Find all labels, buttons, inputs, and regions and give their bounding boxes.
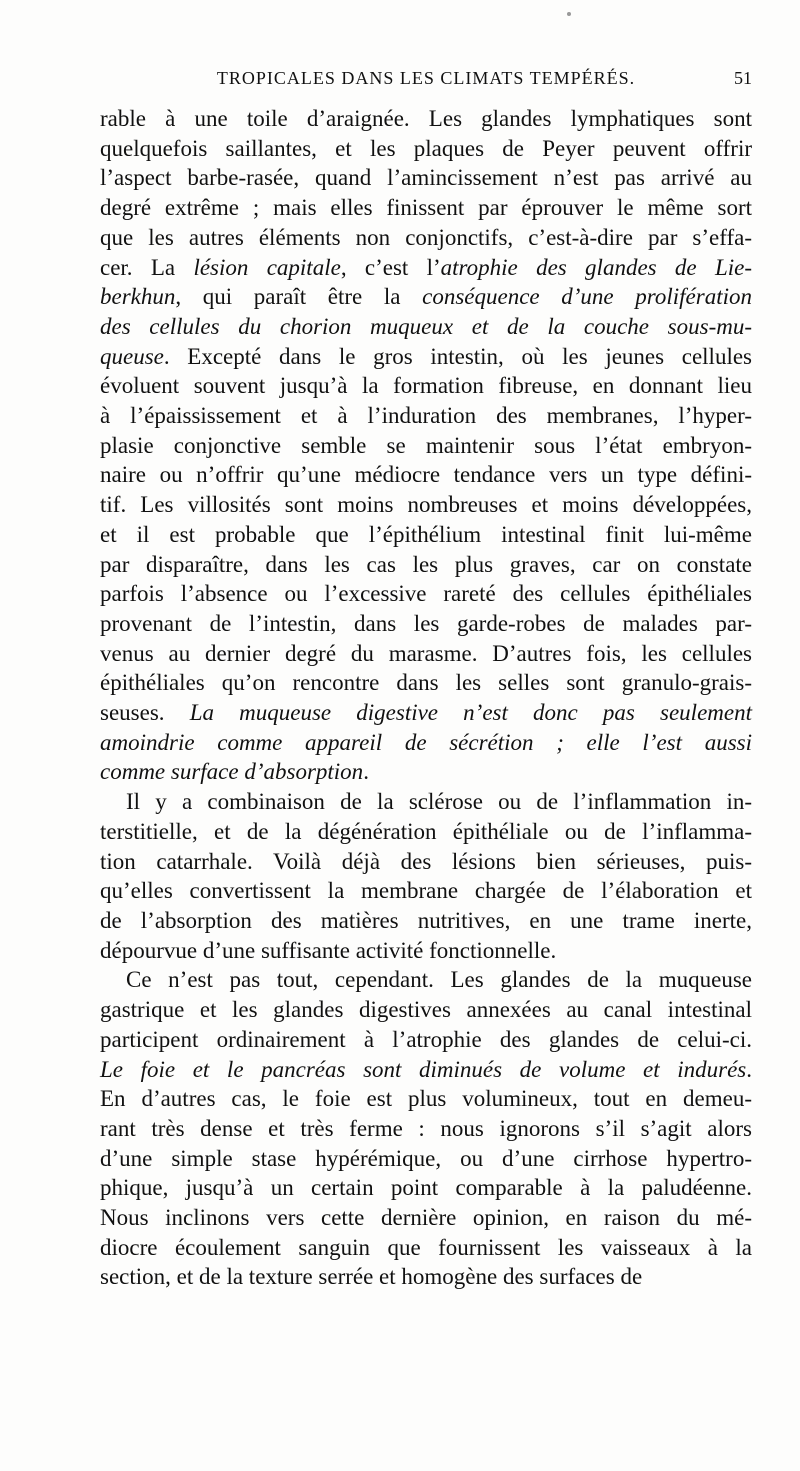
text-line: [100, 728, 752, 758]
text-line: [100, 282, 752, 312]
text-run: dépourvue d’une suffisante activité fonctionnelle.: [100, 937, 557, 963]
text-run: En d’autres cas, le foie est plus volumineux, tout en demeu-: [100, 1086, 752, 1112]
print-speck: [567, 12, 571, 16]
text-line: [100, 698, 752, 728]
text-line: [100, 1262, 752, 1292]
text-run: d’une simple stase hypérémique, ou d’une cirrhose hypertro-: [100, 1145, 752, 1171]
text-line: [100, 787, 752, 817]
text-line: [100, 1203, 752, 1233]
text-run: , qui paraît être la: [175, 284, 423, 310]
page-number: 51: [734, 68, 752, 88]
text-run: l’aspect barbe-rasée, quand l’amincissement n’est pas arrivé au: [100, 165, 752, 191]
text-line: [100, 1055, 752, 1085]
text-run: rant très dense et très ferme : nous ignorons s’il s’agit alors: [100, 1115, 752, 1141]
text-line: [100, 134, 752, 164]
text-run: de l’absorption des matières nutritives, en une trame inerte,: [100, 907, 752, 933]
text-run: participent ordinairement à l’atrophie des glandes de celui-ci.: [100, 1026, 752, 1052]
text-line: [100, 995, 752, 1025]
text-run: venus au dernier degré du marasme. D’autres fois, les cellules: [100, 640, 752, 666]
text-run: plasie conjonctive semble se maintenir sous l’état embryon-: [100, 432, 752, 458]
text-line: [100, 1114, 752, 1144]
text-run: cer. La: [100, 254, 194, 280]
text-line: [100, 104, 752, 134]
italic-text: queuse: [100, 343, 164, 369]
text-line: [100, 817, 752, 847]
italic-text: berkhun: [100, 284, 176, 310]
text-line: [100, 342, 752, 372]
text-run: évoluent souvent jusqu’à la formation fibreuse, en donnant lieu: [100, 373, 752, 399]
text-line: [100, 639, 752, 669]
text-run: .: [746, 1056, 752, 1082]
text-line: [100, 253, 752, 283]
text-line: [100, 757, 752, 787]
text-run: qu’elles convertissent la membrane chargée de l’élaboration et: [100, 878, 752, 904]
text-line: [100, 1233, 752, 1263]
text-run: Nous inclinons vers cette dernière opinion, en raison du mé-: [100, 1205, 752, 1231]
text-run: tif. Les villosités sont moins nombreuses et moins développées,: [100, 492, 752, 518]
text-run: par disparaître, dans les cas les plus graves, car on constate: [100, 551, 752, 577]
text-line: [100, 906, 752, 936]
italic-text: amoindrie comme appareil de sécrétion ; elle l’est aussi: [100, 729, 752, 755]
italic-text: Le foie et le pancréas sont diminués de volume et indurés: [100, 1056, 747, 1082]
text-run: terstitielle, et de la dégénération épithéliale ou de l’inflamma-: [100, 818, 752, 844]
text-run: Il y a combinaison de la sclérose ou de l’inflammation in-: [126, 789, 752, 815]
text-line: [100, 609, 752, 639]
text-run: parfois l’absence ou l’excessive rareté des cellules épithéliales: [100, 581, 752, 607]
text-line: [100, 193, 752, 223]
text-line: [100, 1173, 752, 1203]
text-run: gastrique et les glandes digestives annexées au canal intestinal: [100, 997, 752, 1023]
italic-text: lésion capitale: [193, 254, 341, 280]
text-line: [100, 520, 752, 550]
text-line: [100, 1025, 752, 1055]
text-line: [100, 1084, 752, 1114]
text-line: [100, 401, 752, 431]
text-run: épithéliales qu’on rencontre dans les selles sont granulo-grais-: [100, 670, 752, 696]
text-run: tion catarrhale. Voilà déjà des lésions bien sérieuses, puis-: [100, 848, 752, 874]
page-header: [100, 68, 752, 96]
text-run: section, et de la texture serrée et homogène des surfaces de: [100, 1264, 643, 1290]
text-line: [100, 163, 752, 193]
italic-text: conséquence d’une prolifération: [422, 284, 752, 310]
text-line: [100, 1144, 752, 1174]
text-run: Ce n’est pas tout, cependant. Les glandes de la muqueuse: [126, 967, 752, 993]
text-run: à l’épaississement et à l’induration des membranes, l’hyper-: [100, 403, 752, 429]
text-line: [100, 431, 752, 461]
text-line: [100, 965, 752, 995]
text-run: phique, jusqu’à un certain point comparable à la paludéenne.: [100, 1175, 752, 1201]
running-title: TROPICALES DANS LES CLIMATS TEMPÉRÉS.: [216, 68, 636, 88]
text-line: [100, 550, 752, 580]
text-line: [100, 312, 752, 342]
text-run: diocre écoulement sanguin que fournissent les vaisseaux à la: [100, 1234, 752, 1260]
text-line: [100, 490, 752, 520]
text-run: seuses.: [100, 700, 190, 726]
text-run: et il est probable que l’épithélium intestinal finit lui-même: [100, 521, 752, 547]
text-run: , c’est l’: [340, 254, 441, 280]
text-line: [100, 579, 752, 609]
text-run: degré extrême ; mais elles finissent par éprouver le même sort: [100, 195, 752, 221]
text-run: naire ou n’offrir qu’une médiocre tendance vers un type défini-: [100, 462, 752, 488]
text-run: que les autres éléments non conjonctifs, c’est-à-dire par s’effa-: [100, 224, 752, 250]
text-line: [100, 847, 752, 877]
italic-text: atrophie des glandes de Lie-: [440, 254, 752, 280]
text-run: quelquefois saillantes, et les plaques de Peyer peuvent offrir: [100, 135, 752, 161]
body-text: [100, 104, 752, 1292]
italic-text: comme surface d’absorption: [100, 759, 364, 785]
text-line: [100, 223, 752, 253]
text-run: . Excepté dans le gros intestin, où les jeunes cellules: [163, 343, 752, 369]
text-run: rable à une toile d’araignée. Les glandes lymphatiques sont: [100, 106, 752, 131]
text-line: [100, 460, 752, 490]
text-line: [100, 668, 752, 698]
text-line: [100, 371, 752, 401]
italic-text: des cellules du chorion muqueux et de la couche sous-mu-: [100, 313, 752, 339]
text-run: .: [363, 759, 369, 785]
text-run: provenant de l’intestin, dans les garde-robes de malades par-: [100, 610, 752, 636]
text-line: [100, 876, 752, 906]
text-line: [100, 936, 752, 966]
italic-text: La muqueuse digestive n’est donc pas seulement: [189, 700, 752, 726]
